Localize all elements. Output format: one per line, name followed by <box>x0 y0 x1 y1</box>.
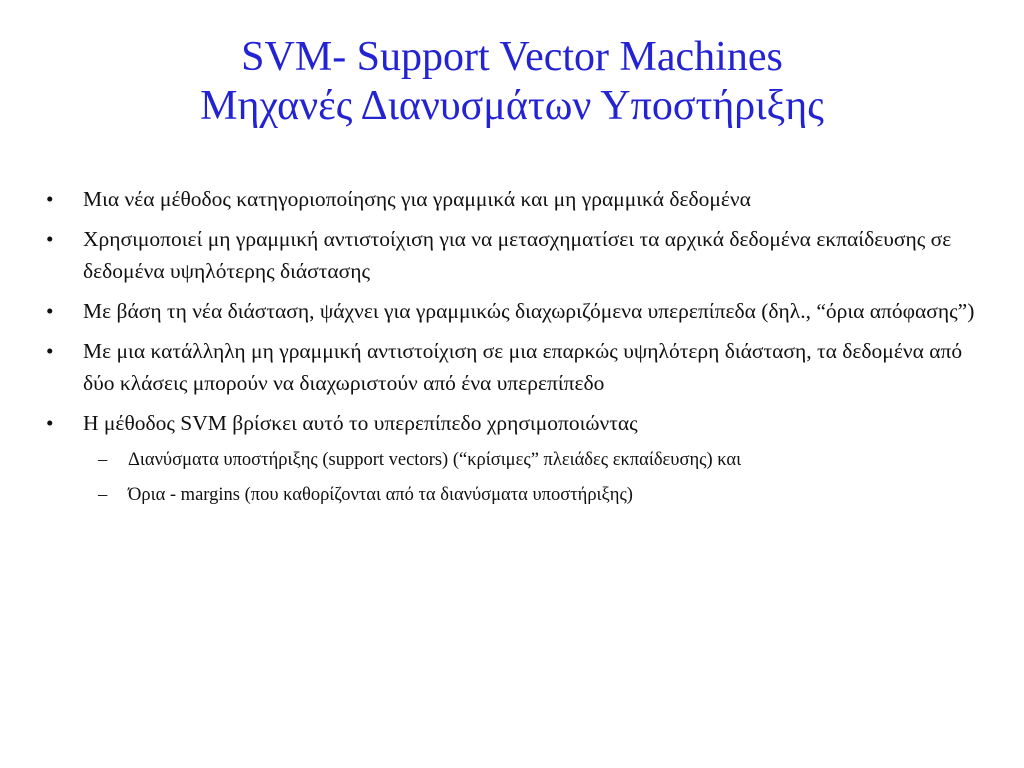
bullet-marker: • <box>46 299 54 323</box>
sub-bullet-text: Διανύσματα υποστήριξης (support vectors) (“κρίσιμες” πλειάδες εκπαίδευσης) και <box>128 450 742 470</box>
bullet-item <box>0 407 1024 439</box>
sub-bullet-marker: – <box>98 450 108 470</box>
bullet-item <box>0 295 1024 327</box>
bullet-item <box>0 223 1024 287</box>
title-line-greek: Μηχανές Διανυσμάτων Υποστήριξης <box>200 83 824 129</box>
bullet-list <box>0 183 1024 517</box>
bullet-text: Με μια κατάλληλη μη γραμμική αντιστοίχιση σε μια επαρκώς υψηλότερη διάσταση, τα δεδομένα από δύο κλάσεις μπορούν να διαχωριστούν από ένα υπερεπίπεδο <box>83 339 963 395</box>
bullet-marker: • <box>46 187 54 211</box>
bullet-text: Η μέθοδος SVM βρίσκει αυτό το υπερεπίπεδο χρησιμοποιώντας <box>83 411 638 435</box>
bullet-marker: • <box>46 411 54 435</box>
bullet-item <box>0 335 1024 399</box>
bullet-text: Με βάση τη νέα διάσταση, ψάχνει για γραμμικώς διαχωριζόμενα υπερεπίπεδα (δηλ., “όρια απόφασης”) <box>83 299 975 323</box>
title-line-english: SVM- Support Vector Machines <box>241 34 783 80</box>
bullet-marker: • <box>46 227 54 251</box>
bullet-marker: • <box>46 339 54 363</box>
sub-bullet-item <box>0 482 1024 509</box>
sub-bullet-text: Όρια - margins (που καθορίζονται από τα διανύσματα υποστήριξης) <box>128 485 633 505</box>
bullet-item <box>0 183 1024 215</box>
sub-bullet-marker: – <box>98 485 108 505</box>
sub-bullet-item <box>0 447 1024 474</box>
bullet-text: Χρησιμοποιεί μη γραμμική αντιστοίχιση για να μετασχηματίσει τα αρχικά δεδομένα εκπαίδευσης σε δεδομένα υψηλότερης διάστασης <box>83 227 952 283</box>
slide-title <box>0 33 1024 131</box>
bullet-text: Μια νέα μέθοδος κατηγοριοποίησης για γραμμικά και μη γραμμικά δεδομένα <box>83 187 751 211</box>
